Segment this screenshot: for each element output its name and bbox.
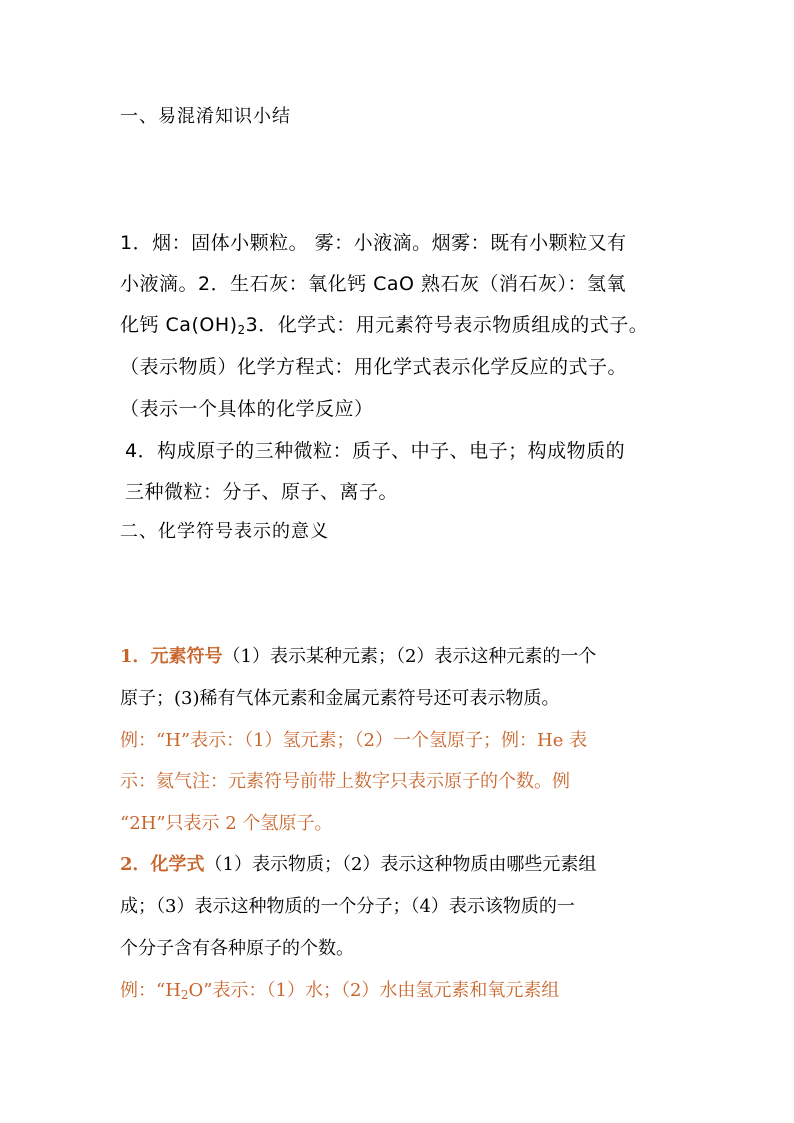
example-line: 示：氦气注：元素符号前带上数字只表示原子的个数。例 bbox=[120, 771, 570, 792]
text-fragment: 化钙 Ca(OH) bbox=[120, 314, 238, 336]
text-fragment: （1）表示某种元素；（2）表示这种元素的一个 bbox=[222, 646, 597, 667]
item-heading: 2．化学式 bbox=[120, 854, 205, 875]
section-1-heading: 一、易混淆知识小结 bbox=[120, 106, 291, 127]
text-line: 三种微粒：分子、原子、离子。 bbox=[125, 481, 399, 503]
text-line bbox=[120, 316, 648, 335]
text-line: （表示物质）化学方程式：用化学式表示化学反应的式子。 bbox=[120, 356, 628, 378]
subscript: 2 bbox=[180, 988, 189, 1002]
example-line: 例：“H”表示：（1）氢元素；（2）一个氢原子；例：He 表 bbox=[120, 730, 588, 751]
subscript: 2 bbox=[237, 323, 246, 337]
text-fragment: 3．化学式：用元素符号表示物质组成的式子。 bbox=[245, 314, 649, 336]
item-line bbox=[120, 856, 596, 874]
item-line: 个分子含有各种原子的个数。 bbox=[120, 938, 354, 959]
text-line: 1．烟：固体小颗粒。 雾：小液滴。烟雾：既有小颗粒又有 bbox=[120, 232, 627, 254]
section-2-heading: 二、化学符号表示的意义 bbox=[120, 521, 329, 542]
example-line: “2H”只表示 2 个氢原子。 bbox=[120, 813, 333, 834]
item-line: 成；（3）表示这种物质的一个分子；（4）表示该物质的一 bbox=[120, 896, 575, 917]
text-fragment: （1）表示物质；（2）表示这种物质由哪些元素组 bbox=[204, 854, 597, 875]
item-line: 原子；(3)稀有气体元素和金属元素符号还可表示物质。 bbox=[120, 688, 560, 709]
item-line bbox=[120, 648, 596, 666]
example-line bbox=[120, 982, 559, 1000]
text-fragment: 例：“H bbox=[120, 980, 181, 1001]
text-line: 小液滴。2．生石灰：氧化钙 CaO 熟石灰（消石灰）：氢氧 bbox=[120, 273, 627, 295]
text-line: （表示一个具体的化学反应） bbox=[120, 398, 374, 420]
text-line: 4．构成原子的三种微粒：质子、中子、电子；构成物质的 bbox=[125, 440, 626, 462]
text-fragment: O”表示：（1）水；（2）水由氢元素和氧元素组 bbox=[188, 980, 560, 1001]
item-heading: 1．元素符号 bbox=[120, 646, 223, 667]
